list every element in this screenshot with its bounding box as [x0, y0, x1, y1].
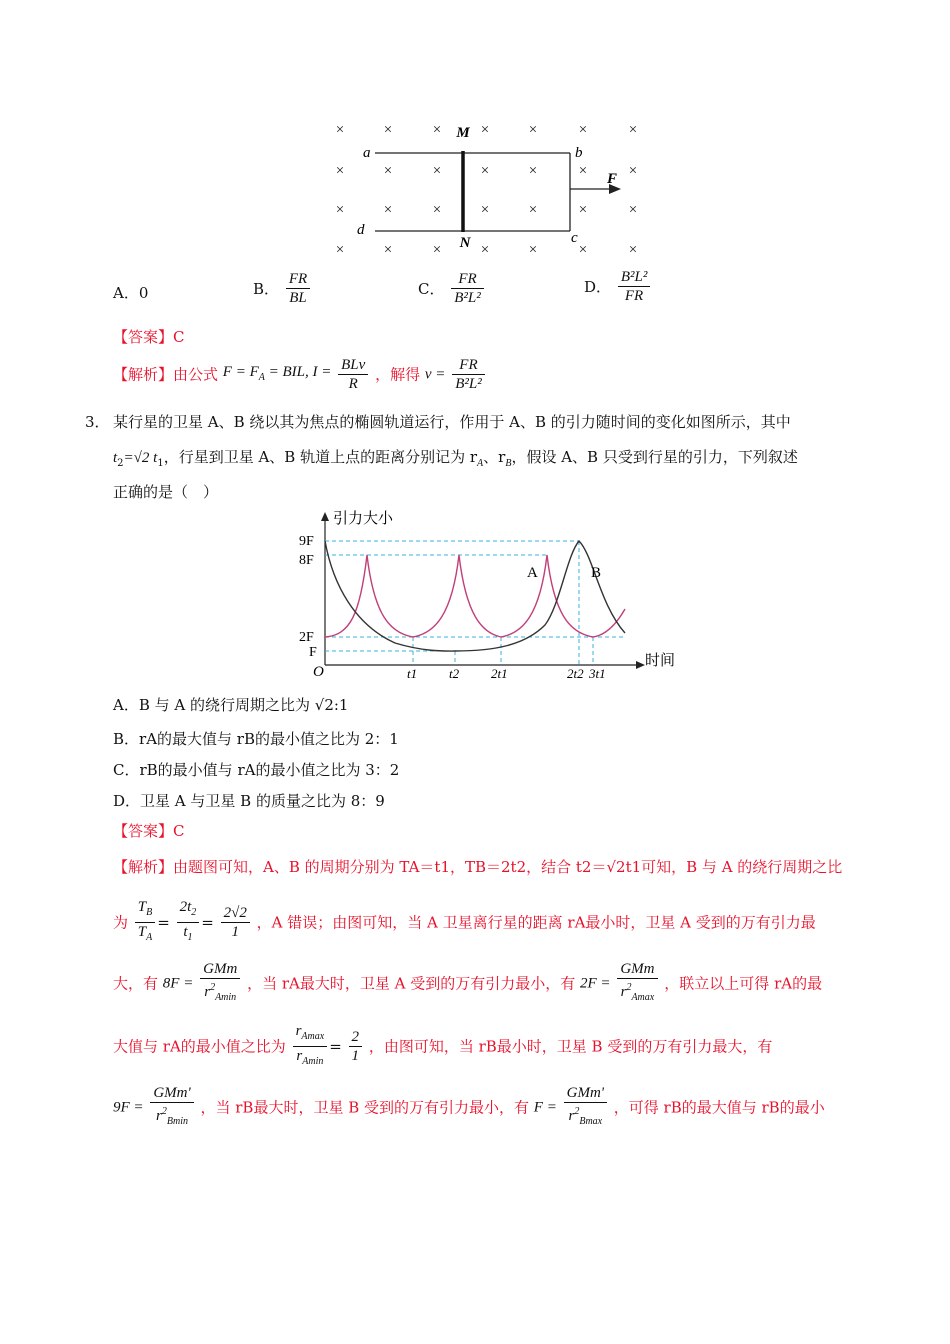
x-tick-t2: t2: [449, 666, 460, 681]
label-n: N: [459, 235, 471, 251]
q3-answer: 【答案】C: [113, 822, 185, 840]
x-tick-t1: t1: [407, 666, 418, 681]
magnetic-field-figure: [325, 115, 655, 260]
y-tick-2f: 2F: [299, 630, 314, 645]
label-f: F: [607, 171, 618, 187]
q3-analysis-line5: 9F = $\frac{\text{GMm'}}{r^2_{Bmin}}$ ，当 rB最大时，卫星 B 受到的万有引力最小，有 F = $\frac{\text{GMm'}}{r^2_{Bmax}}$ ，可得 rB的最大值与 rB的最小: [113, 1085, 825, 1127]
svg-text:×: ×: [480, 163, 490, 179]
svg-text:×: ×: [335, 202, 345, 218]
q3-analysis-line4: 大值与 rA的最小值之比为 $\frac{r_{Amax}}{r_{Amin}}$ = $\frac{2}{1}$ ，由图可知，当 rB最小时，卫星 B 受到的万有引力最大，有: [113, 1023, 773, 1067]
y-tick-9f: 9F: [299, 534, 314, 549]
q2-option-d: D． $\frac{\text{B²L²}}{FR}$: [584, 268, 652, 305]
svg-text:×: ×: [432, 122, 442, 138]
curve-a: [325, 555, 625, 637]
svg-text:×: ×: [528, 163, 538, 179]
curve-b: [325, 541, 625, 651]
series-a-label: A: [527, 565, 538, 581]
q2-option-a: A．0: [113, 284, 149, 302]
svg-text:×: ×: [578, 202, 588, 218]
svg-text:×: ×: [383, 122, 393, 138]
origin-label: O: [313, 664, 324, 680]
svg-text:×: ×: [480, 122, 490, 138]
y-tick-8f: 8F: [299, 553, 314, 568]
x-tick-3t1: 3t1: [589, 666, 606, 681]
q3-option-c: C．rB的最小值与 rA的最小值之比为 3：2: [113, 761, 400, 779]
q3-analysis-line3: 大，有 8F = $\frac{\text{GMm}}{r^2_{Amin}}$ ，当 rA最大时，卫星 A 受到的万有引力最小，有 2F = $\frac{\text{GMm}}{r^2_{Amax}}$ ，联立以上可得 rA的最: [113, 961, 823, 1003]
label-m: M: [456, 125, 470, 141]
svg-text:×: ×: [432, 202, 442, 218]
svg-text:×: ×: [480, 202, 490, 218]
svg-text:×: ×: [383, 242, 393, 258]
svg-text:×: ×: [528, 242, 538, 258]
svg-text:×: ×: [628, 202, 638, 218]
dashed-guides: [325, 541, 625, 665]
q2-analysis: 【解析】由公式 $F = F_A$ = BIL, I = $\frac{\text{BLv}}{R}$ ，解得 v = $\frac{FR}{\text{B²L²}}$: [113, 356, 487, 393]
svg-text:×: ×: [432, 163, 442, 179]
svg-text:×: ×: [578, 122, 588, 138]
svg-text:×: ×: [383, 202, 393, 218]
q3-option-d: D．卫星 A 与卫星 B 的质量之比为 8：9: [113, 792, 385, 810]
label-a: a: [363, 145, 371, 161]
q2-option-b: B． $\frac{FR}{BL}$: [253, 270, 312, 307]
q3-stem-line1: 某行星的卫星 A、B 绕以其为焦点的椭圆轨道运行，作用于 A、B 的引力随时间的变化如图所示，其中: [113, 413, 791, 431]
q3-stem-line2: $t_2=√2$ $t_1$，行星到卫星 A、B 轨道上点的距离分别记为 $r_A$、$r_B$，假设 A、B 只受到行星的引力，下列叙述: [113, 448, 798, 469]
label-d: d: [357, 222, 365, 238]
svg-text:×: ×: [335, 242, 345, 258]
label-b: b: [575, 145, 583, 161]
svg-text:×: ×: [628, 163, 638, 179]
q3-number: 3．: [85, 413, 110, 431]
x-tick-2t2: 2t2: [567, 666, 584, 681]
svg-text:×: ×: [335, 122, 345, 138]
y-axis-label: 引力大小: [333, 511, 394, 527]
field-crosses: [336, 122, 637, 258]
x-axis-label: 时间: [645, 653, 676, 669]
svg-text:×: ×: [578, 242, 588, 258]
q3-analysis-line2: 为 $\frac{T_B}{T_A}$ = $\frac{2t_2}{t_1}$ = $\frac{2√2}{1}$ ，A 错误；由图可知，当 A 卫星离行星的距离 rA最小时，卫星 A 受到的万有引力最: [113, 899, 816, 943]
svg-text:×: ×: [628, 242, 638, 258]
q3-stem-line3: 正确的是（ ）: [113, 483, 219, 501]
svg-text:×: ×: [432, 242, 442, 258]
q3-option-a: A．B 与 A 的绕行周期之比为 √2:1: [113, 696, 349, 714]
y-tick-f: F: [309, 645, 317, 660]
svg-text:×: ×: [335, 163, 345, 179]
svg-text:×: ×: [383, 163, 393, 179]
svg-text:×: ×: [528, 122, 538, 138]
q2-option-c: C． $\frac{FR}{\text{B²L²}}$: [418, 270, 486, 307]
q3-analysis-line1: 【解析】由题图可知，A、B 的周期分别为 TA＝t1，TB＝2t2，结合 t2＝√2t1可知，B 与 A 的绕行周期之比: [113, 858, 843, 876]
svg-text:×: ×: [528, 202, 538, 218]
x-tick-2t1: 2t1: [491, 666, 508, 681]
label-c: c: [571, 230, 578, 246]
svg-text:×: ×: [480, 242, 490, 258]
gravity-time-chart: [295, 505, 685, 685]
svg-text:×: ×: [578, 163, 588, 179]
svg-text:×: ×: [628, 122, 638, 138]
q3-option-b: B．rA的最大值与 rB的最小值之比为 2：1: [113, 730, 399, 748]
series-b-label: B: [591, 565, 602, 581]
q2-answer: 【答案】C: [113, 328, 185, 346]
